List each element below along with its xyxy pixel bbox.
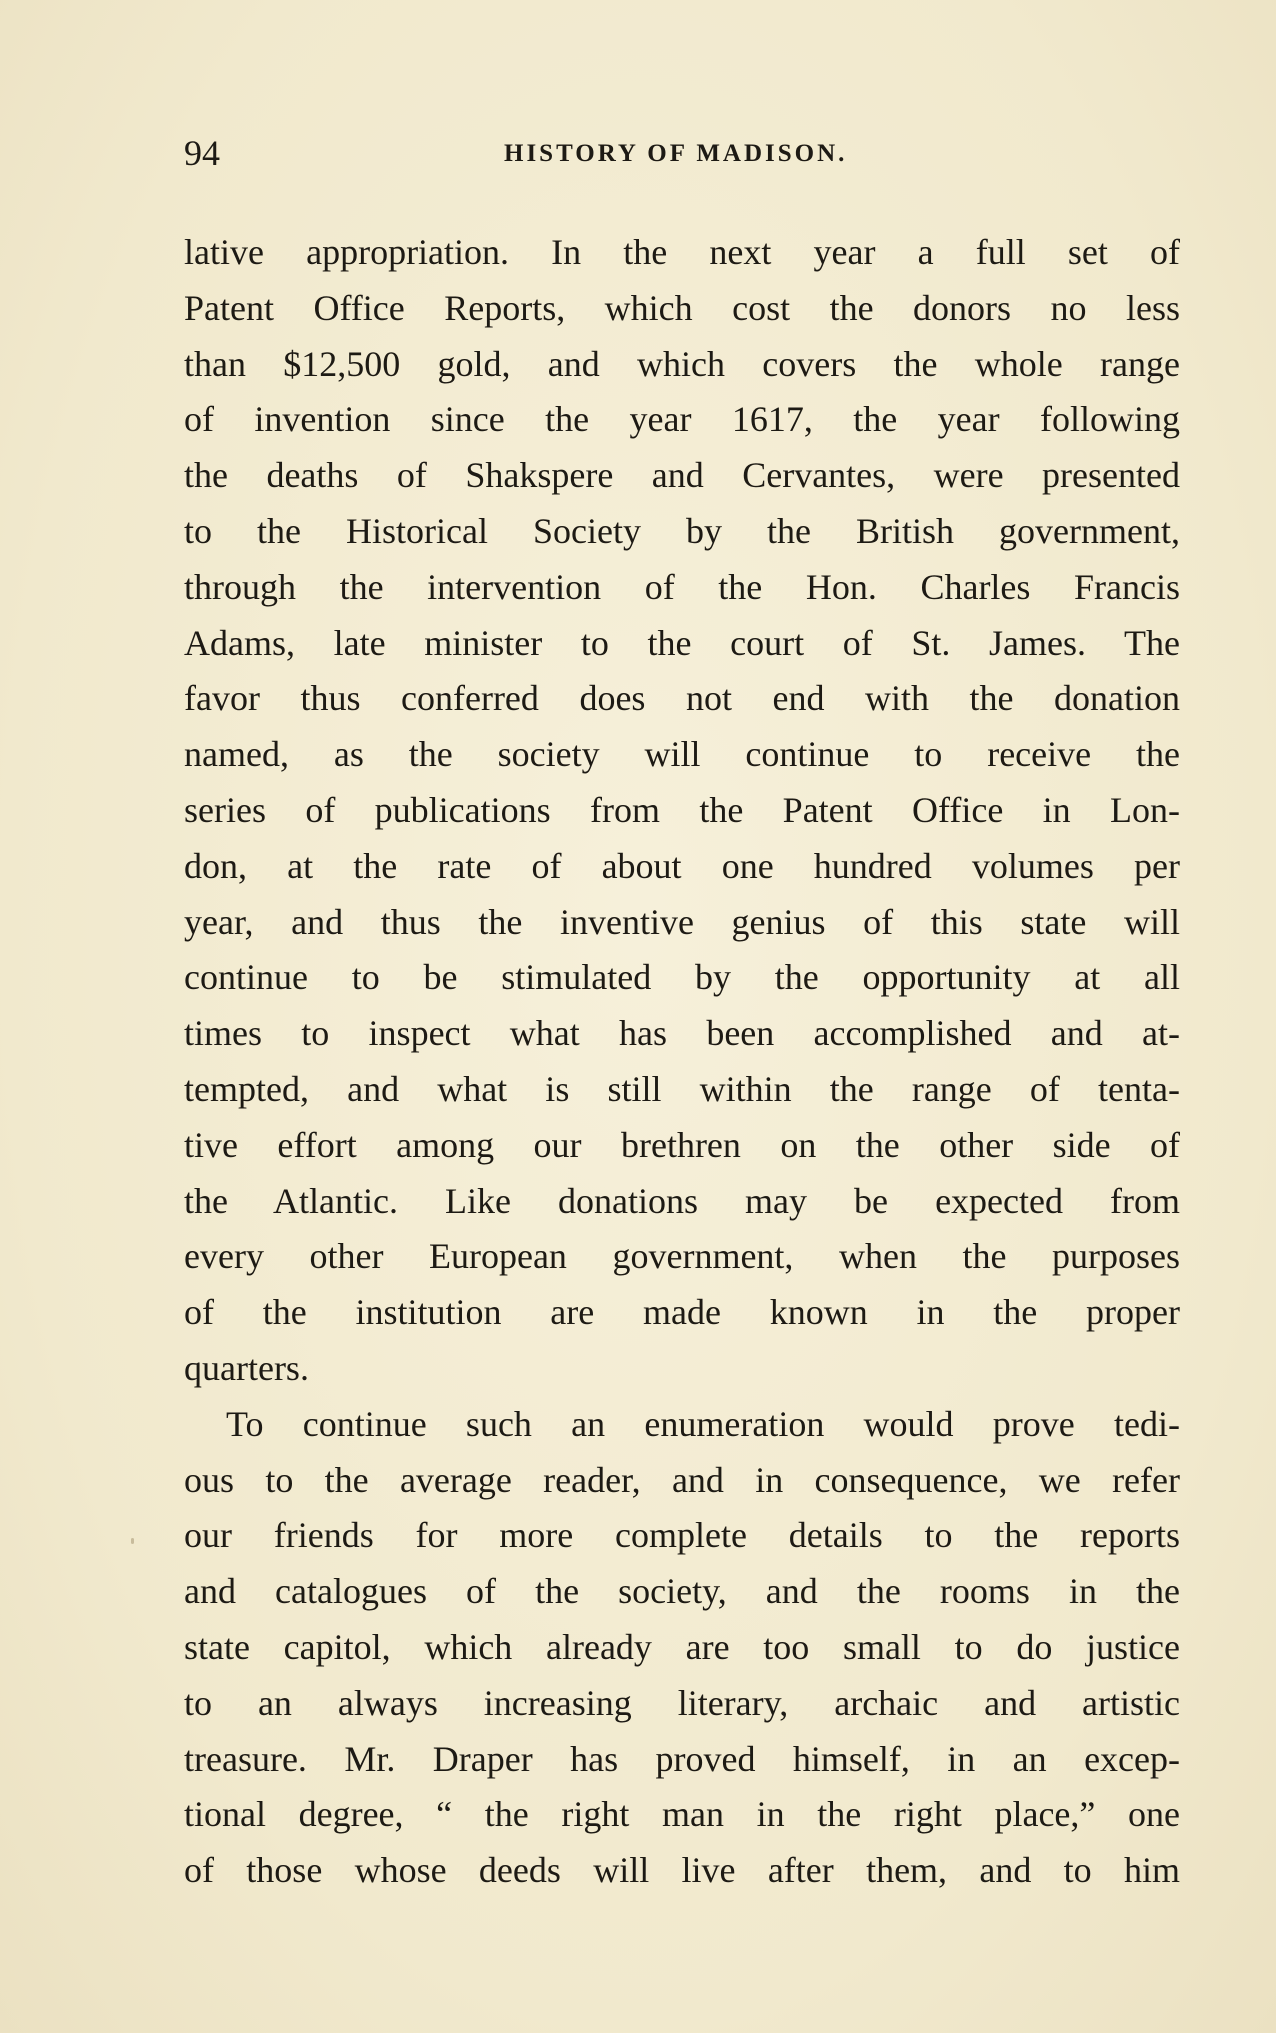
text-line: tive effort among our brethren on the other side of	[184, 1124, 1180, 1165]
margin-mark	[131, 1538, 134, 1544]
text-line: tempted, and what is still within the range of tenta-	[184, 1068, 1180, 1109]
text-line: lative appropriation. In the next year a full set of	[184, 232, 1180, 272]
text-line: series of publications from the Patent Office in Lon-	[184, 789, 1180, 830]
text-line: treasure. Mr. Draper has proved himself, in an excep-	[184, 1738, 1180, 1779]
text-line: year, and thus the inventive genius of this state will	[184, 901, 1180, 942]
paragraph-1	[184, 225, 1180, 1397]
paragraph-2	[184, 1397, 1180, 1899]
body-text	[184, 225, 1180, 1899]
text-line: to the Historical Society by the British government,	[184, 510, 1180, 551]
page-number: 94	[184, 133, 220, 173]
page-header	[184, 128, 1180, 178]
text-line: named, as the society will continue to receive the	[184, 734, 1180, 775]
text-line: of the institution are made known in the proper	[184, 1292, 1180, 1333]
text-line: through the intervention of the Hon. Charles Francis	[184, 566, 1180, 607]
text-line: To continue such an enumeration would prove tedi-	[226, 1403, 1180, 1444]
text-line: of those whose deeds will live after them, and to him	[184, 1850, 1180, 1891]
text-line: the deaths of Shakspere and Cervantes, were presented	[184, 455, 1180, 496]
text-line: than $12,500 gold, and which covers the whole range	[184, 343, 1180, 384]
text-line: Patent Office Reports, which cost the donors no less	[184, 287, 1180, 328]
text-line: our friends for more complete details to the reports	[184, 1515, 1180, 1556]
text-line: every other European government, when the purposes	[184, 1236, 1180, 1277]
text-line: to an always increasing literary, archaic and artistic	[184, 1682, 1180, 1723]
text-line: favor thus conferred does not end with the donation	[184, 678, 1180, 719]
text-line: don, at the rate of about one hundred volumes per	[184, 845, 1180, 886]
text-line: tional degree, “ the right man in the right place,” one	[184, 1794, 1180, 1835]
text-line: Adams, late minister to the court of St. James. The	[184, 622, 1180, 663]
text-line: continue to be stimulated by the opportunity at all	[184, 957, 1180, 998]
text-line: state capitol, which already are too small to do justice	[184, 1626, 1180, 1667]
text-line: and catalogues of the society, and the rooms in the	[184, 1571, 1180, 1612]
text-line: times to inspect what has been accomplished and at-	[184, 1013, 1180, 1054]
text-line: ous to the average reader, and in consequence, we refer	[184, 1459, 1180, 1500]
text-line: quarters.	[184, 1347, 309, 1388]
text-line: the Atlantic. Like donations may be expected from	[184, 1180, 1180, 1221]
running-head: HISTORY OF MADISON.	[504, 140, 848, 167]
text-line: of invention since the year 1617, the year following	[184, 399, 1180, 440]
